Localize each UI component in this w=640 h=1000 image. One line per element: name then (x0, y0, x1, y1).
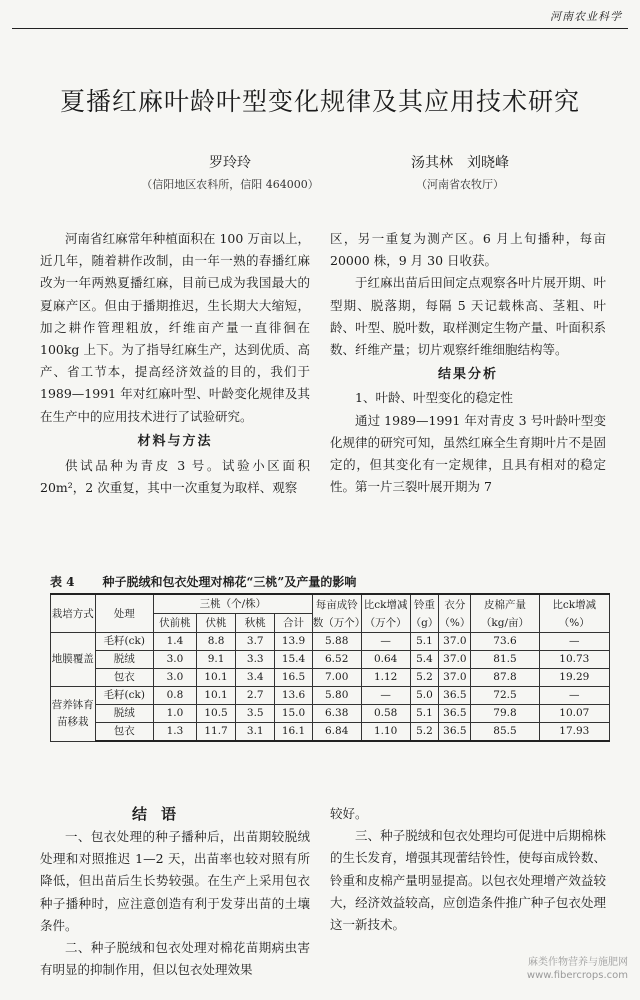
table-cell: 1.0 (153, 705, 196, 723)
col-header-total: 合计 (275, 614, 312, 633)
table-cell: 10.73 (539, 651, 609, 669)
table-cell: 毛籽(ck) (95, 687, 153, 705)
col-header-vs-ck-bolls: 比ck增减（万个） (361, 594, 410, 633)
table-cell: 8.8 (196, 633, 235, 651)
table-row (51, 687, 610, 705)
right-column (330, 228, 606, 498)
table-cell: 5.88 (312, 633, 361, 651)
table-cell: 6.38 (312, 705, 361, 723)
conclusion-left-column (40, 826, 310, 981)
table-cell: 16.1 (275, 723, 312, 742)
methods-paragraph: 供试品种为青皮 3 号。试验小区面积 20m²，2 次重复，其中一次重复为取样、观察 (40, 458, 310, 496)
table-cell: 1.12 (361, 669, 410, 687)
col-header-treatment: 处理 (95, 594, 153, 633)
header-rule (12, 28, 628, 29)
table-cell: 5.4 (410, 651, 439, 669)
table-cell: 1.4 (153, 633, 196, 651)
article-title: 夏播红麻叶龄叶型变化规律及其应用技术研究 (59, 87, 580, 116)
table-row (51, 651, 610, 669)
table-row (51, 669, 610, 687)
table-cell: 3.4 (236, 669, 275, 687)
table-cell: 36.5 (439, 705, 471, 723)
col-header-three-bolls: 三桃（个/株） (153, 594, 312, 614)
table-row (51, 723, 610, 742)
conclusion-right-column (330, 803, 606, 936)
table-cell: 13.6 (275, 687, 312, 705)
table-cell: 1.10 (361, 723, 410, 742)
table-row (51, 705, 610, 723)
table-cell: 17.93 (539, 723, 609, 742)
conclusion-paragraph-2: 二、种子脱绒和包衣处理对棉花苗期病虫害有明显的抑制作用，但以包衣处理效果 (40, 940, 310, 978)
results-paragraph: 通过 1989—1991 年对青皮 3 号叶龄叶型变化规律的研究可知，虽然红麻全生育期叶片不是固定的，但其变化有一定规律，且具有相对的稳定性。第一片三裂叶展开期为 7 (330, 412, 606, 495)
table-cell: 2.7 (236, 687, 275, 705)
conclusion-paragraph-1: 一、包衣处理的种子播种后，出苗期较脱绒处理和对照推迟 1—2 天，出苗率也较对照有所降低，但出苗后生长势较强。在生产上采用包衣种子播种时，应注意创造有利于发芽出苗的土壤条件。 (40, 829, 310, 933)
table-cell: 5.80 (312, 687, 361, 705)
table-cell: 5.1 (410, 705, 439, 723)
table-cell: 10.07 (539, 705, 609, 723)
col-header-boll-weight: 铃重（g） (410, 594, 439, 633)
author-left-name: 罗玲玲 (209, 155, 251, 171)
table-cell: 3.5 (236, 705, 275, 723)
data-table (50, 593, 610, 742)
table-cell: — (539, 687, 609, 705)
table-cell: 0.58 (361, 705, 410, 723)
table-cell: 87.8 (471, 669, 539, 687)
table-cell: — (361, 633, 410, 651)
table-cell: 包衣 (95, 669, 153, 687)
left-column (40, 228, 310, 499)
table-cell: 3.0 (153, 669, 196, 687)
table-cell: 79.8 (471, 705, 539, 723)
table-cell: 15.0 (275, 705, 312, 723)
watermark (527, 956, 628, 982)
results-heading: 结果分析 (437, 367, 498, 383)
table-cell: 37.0 (439, 651, 471, 669)
col-header-vs-ck-pct: 比ck增减（%） (539, 594, 609, 633)
table-cell: 10.1 (196, 669, 235, 687)
table-cell: 36.5 (439, 687, 471, 705)
conclusion-continued: 较好。 (330, 806, 368, 821)
table-cell: 0.8 (153, 687, 196, 705)
table-cell: 72.5 (471, 687, 539, 705)
intro-paragraph: 河南省红麻常年种植面积在 100 万亩以上，近几年，随着耕作改制，由一年一熟的春播红麻改为一年两熟夏播红麻，目前已成为我国最大的夏麻产区。但由于播期推迟，生长期大大缩短，加之耕作管理粗放，纤维亩产量一直徘徊在 100kg 上下。为了指导红麻生产，达到优质、高产、省工节本，提高经济效益的目的，我们于 1989—1991 年对红麻叶型、叶龄变化规律及其在生产中的应用技术进行了试验研究。 (40, 231, 310, 424)
conclusion-heading: 结语 (132, 805, 191, 823)
conclusion-paragraph-3: 三、种子脱绒和包衣处理均可促进中后期棉株的生长发育，增强其现蕾结铃性，使每亩成铃数、铃重和皮棉产量明显提高。以包衣处理增产效益较大，经济效益较高，应创造条件推广种子包衣处理这一新技术。 (330, 828, 606, 933)
table-cell: 3.3 (236, 651, 275, 669)
methods-heading: 材料与方法 (137, 433, 213, 449)
col-header-bolls-per-mu: 每亩成铃数（万个） (312, 594, 361, 633)
table-cell: 16.5 (275, 669, 312, 687)
col-header-lint-yield: 皮棉产量（kg/亩） (471, 594, 539, 633)
col-header-method: 栽培方式 (51, 594, 96, 633)
table-cell: 7.00 (312, 669, 361, 687)
table-label: 表 4 (50, 575, 75, 589)
group-method: 地膜覆盖 (51, 633, 96, 687)
table-cell: 10.5 (196, 705, 235, 723)
table-cell: 3.0 (153, 651, 196, 669)
observation-paragraph: 于红麻出苗后田间定点观察各叶片展开期、叶型期、脱落期，每隔 5 天记载株高、茎粗、叶龄、叶型、脱叶数，取样测定生物产量、叶面积系数、纤维产量；切片观察纤维细胞结构等。 (330, 275, 606, 358)
watermark-site-name: 麻类作物营养与施肥网 (528, 957, 628, 968)
table-cell: 19.29 (539, 669, 609, 687)
table-cell: 36.5 (439, 723, 471, 742)
table-row (51, 633, 610, 651)
col-header-pre-summer: 伏前桃 (153, 614, 196, 633)
table-cell: 81.5 (471, 651, 539, 669)
table-cell: 10.1 (196, 687, 235, 705)
col-header-summer: 伏桃 (196, 614, 235, 633)
author-right-affiliation: （河南省农牧厅） (416, 178, 504, 191)
results-subheading: 1、叶龄、叶型变化的稳定性 (355, 390, 513, 406)
col-header-lint-pct: 衣分（%） (439, 594, 471, 633)
watermark-url: www.fibercrops.com (526, 970, 628, 981)
author-right-name: 汤其林 刘晓峰 (411, 155, 509, 171)
journal-name: 河南农业科学 (550, 10, 622, 23)
group-method: 营养钵育苗移栽 (51, 687, 96, 742)
table-cell: 5.1 (410, 633, 439, 651)
col-header-autumn: 秋桃 (236, 614, 275, 633)
table-cell: 73.6 (471, 633, 539, 651)
table-cell: 85.5 (471, 723, 539, 742)
table-cell: 1.3 (153, 723, 196, 742)
table-cell: 37.0 (439, 633, 471, 651)
table-cell: 毛籽(ck) (95, 633, 153, 651)
table-cell: 6.52 (312, 651, 361, 669)
author-left-affiliation: （信阳地区农科所，信阳 464000） (141, 178, 319, 191)
table-title: 种子脱绒和包衣处理对棉花“三桃”及产量的影响 (102, 575, 357, 589)
table-cell: 3.1 (236, 723, 275, 742)
table-cell: 9.1 (196, 651, 235, 669)
table-caption (50, 573, 356, 590)
table-cell: 5.2 (410, 669, 439, 687)
table-cell: 脱绒 (95, 651, 153, 669)
methods-continued: 区，另一重复为测产区。6 月上旬播种，每亩 20000 株，9 月 30 日收获。 (330, 231, 606, 269)
table-cell: 15.4 (275, 651, 312, 669)
table-cell: 11.7 (196, 723, 235, 742)
table-cell: 5.0 (410, 687, 439, 705)
table-cell: 5.2 (410, 723, 439, 742)
table-cell: 0.64 (361, 651, 410, 669)
table-cell: 包衣 (95, 723, 153, 742)
table-cell: 13.9 (275, 633, 312, 651)
table-cell: 脱绒 (95, 705, 153, 723)
table-cell: — (361, 687, 410, 705)
table-cell: 3.7 (236, 633, 275, 651)
table-cell: 37.0 (439, 669, 471, 687)
table-cell: — (539, 633, 609, 651)
table-cell: 6.84 (312, 723, 361, 742)
